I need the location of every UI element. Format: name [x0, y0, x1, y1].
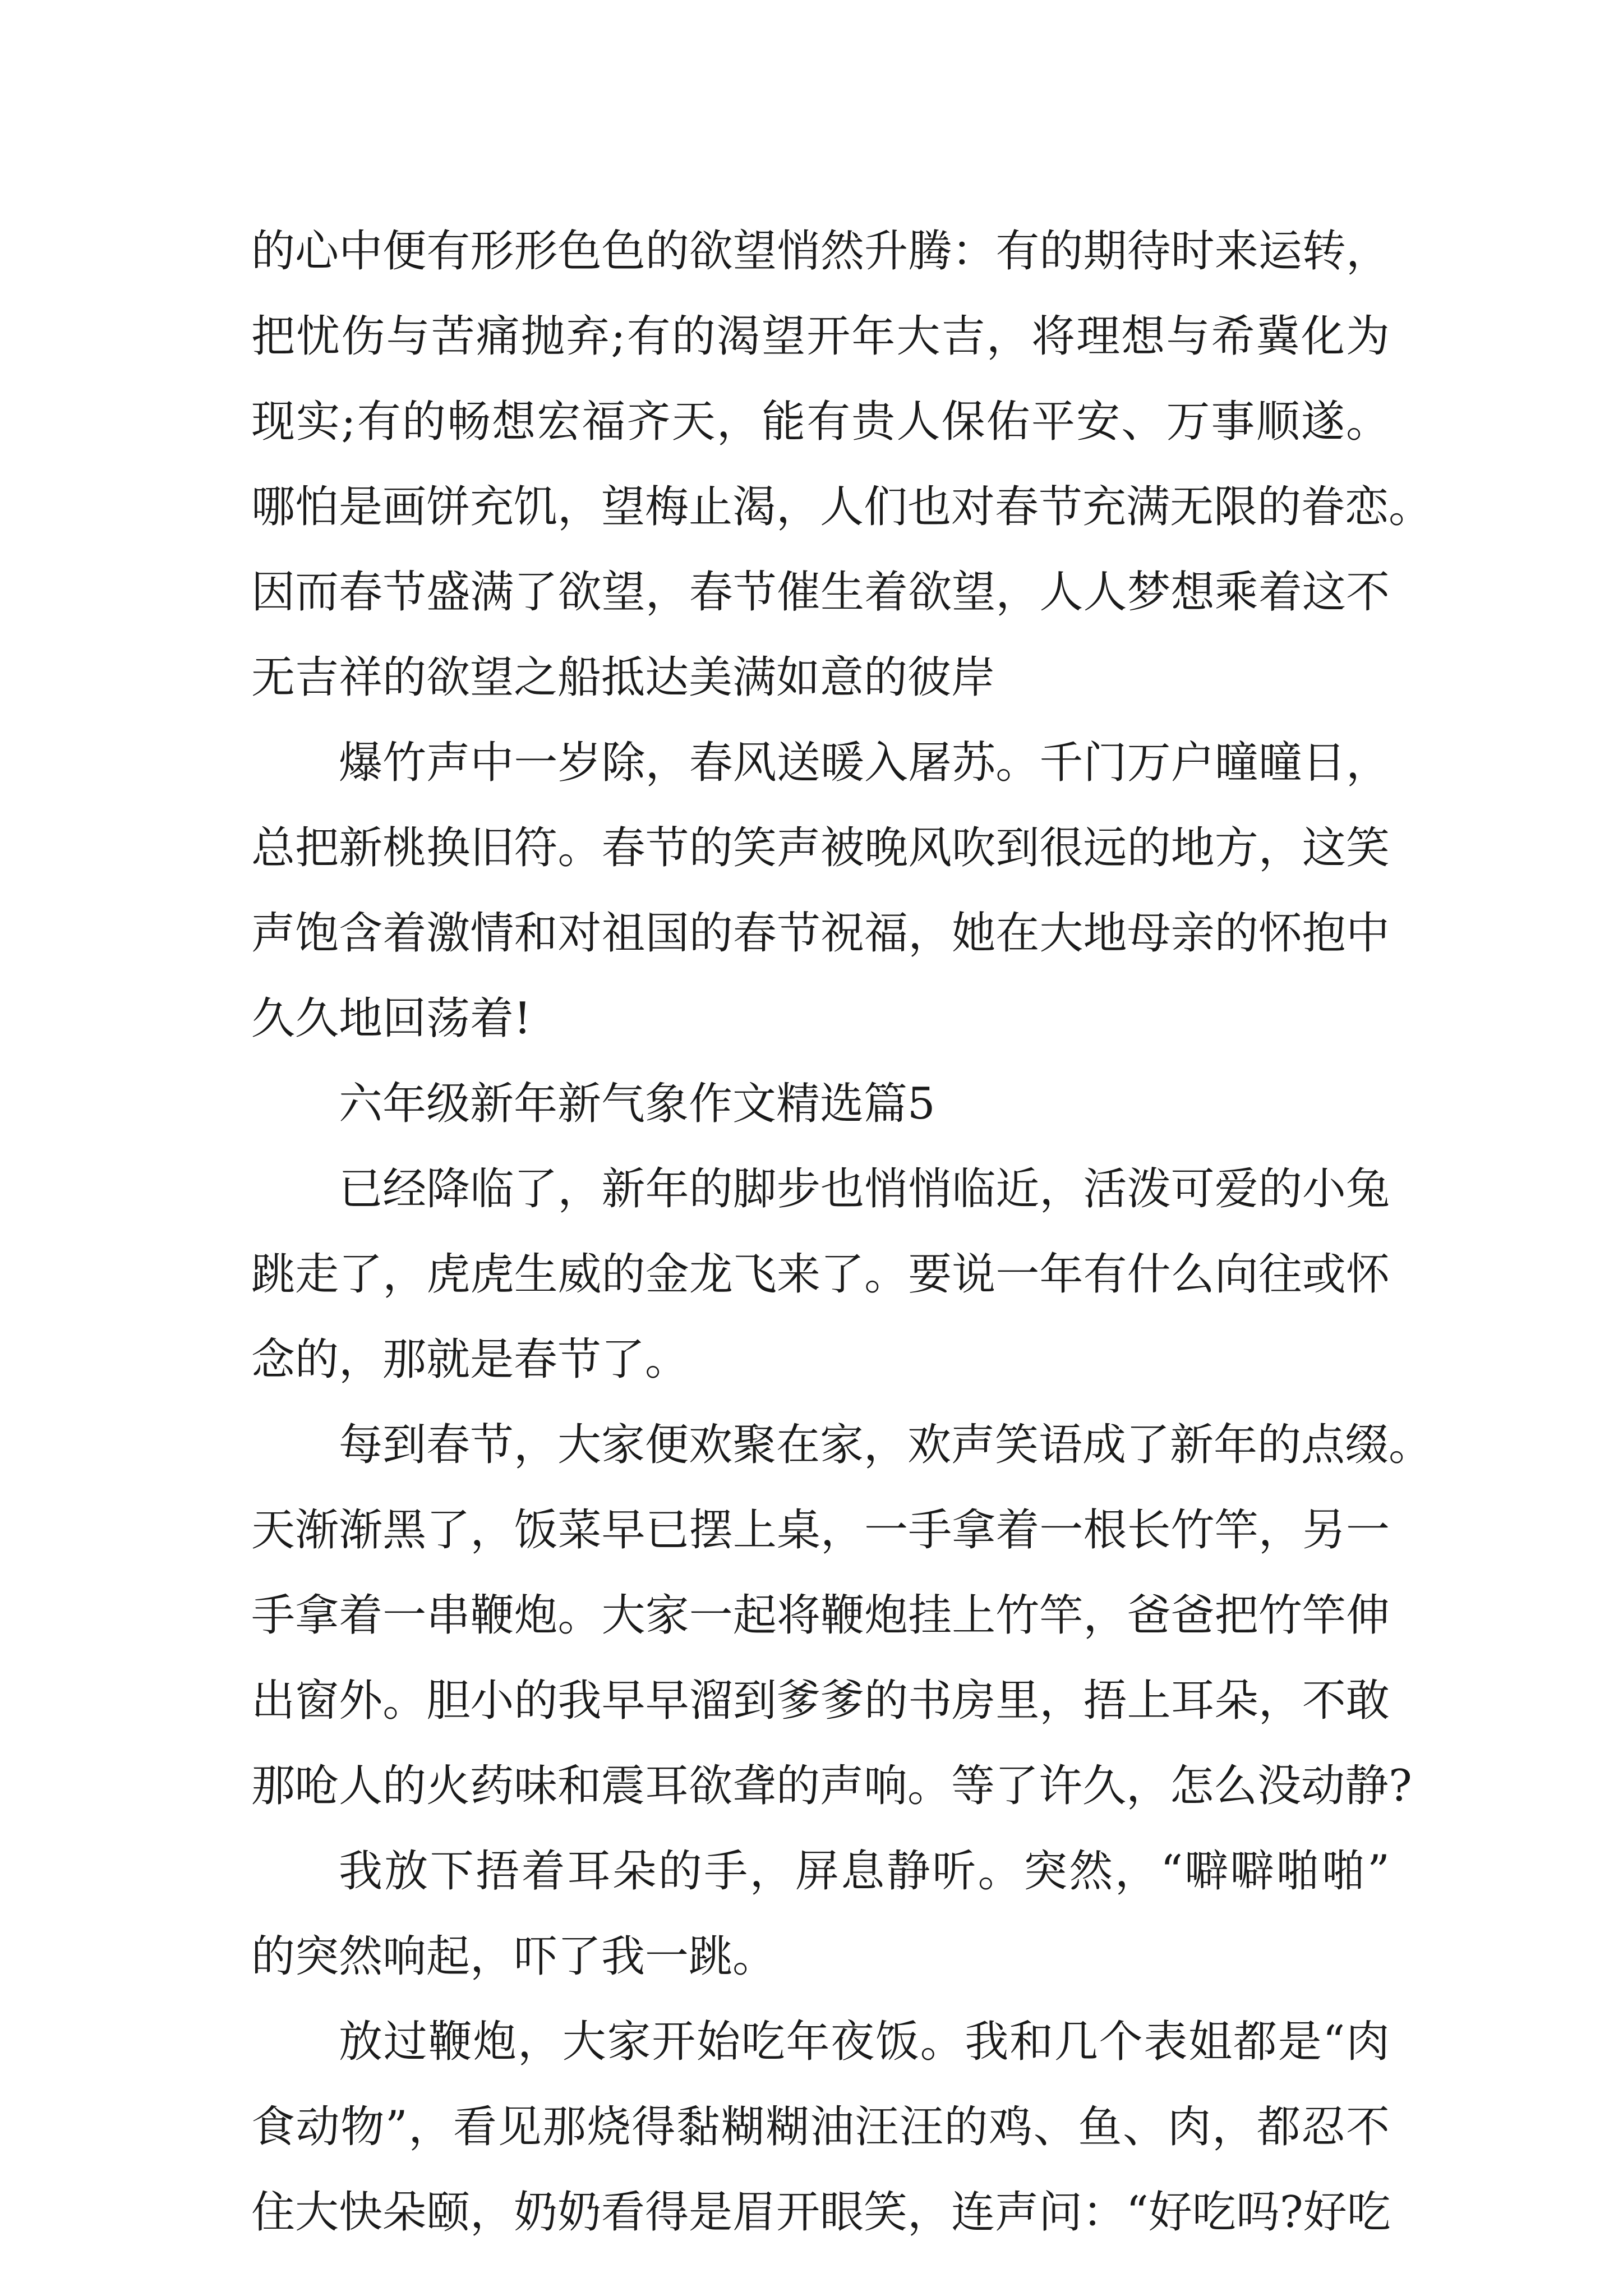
text-line: 声饱含着激情和对祖国的春节祝福，她在大地母亲的怀抱中 — [251, 908, 1390, 959]
text-line: 念的，那就是春节了。 — [251, 1335, 689, 1385]
body-text — [251, 209, 1433, 2255]
text-line: 的突然响起，吓了我一跳。 — [251, 1931, 777, 1982]
text-line: 把忧伤与苦痛抛弃;有的渴望开年大吉，将理想与希冀化为 — [251, 311, 1390, 362]
text-line: 现实;有的畅想宏福齐天，能有贵人保佑平安、万事顺遂。 — [251, 397, 1390, 447]
text-line: 那呛人的火药味和震耳欲聋的声响。等了许久，怎么没动静? — [251, 1761, 1412, 1811]
text-line: 跳走了，虎虎生威的金龙飞来了。要说一年有什么向往或怀 — [251, 1249, 1390, 1300]
text-line: 食动物”，看见那烧得黏糊糊油汪汪的鸡、鱼、肉，都忍不 — [251, 2102, 1390, 2152]
text-line: 总把新桃换旧符。春节的笑声被晚风吹到很远的地方，这笑 — [251, 823, 1390, 873]
text-line: 我放下捂着耳朵的手，屏息静听。突然，“噼噼啪啪” — [339, 1846, 1390, 1897]
text-line: 住大快朵颐，奶奶看得是眉开眼笑，连声问：“好吃吗?好吃 — [251, 2187, 1391, 2238]
text-line: 出窗外。胆小的我早早溜到爹爹的书房里，捂上耳朵，不敢 — [251, 1676, 1390, 1726]
text-line: 每到春节，大家便欢聚在家，欢声笑语成了新年的点缀。 — [339, 1420, 1433, 1470]
text-line: 爆竹声中一岁除，春风送暖入屠苏。千门万户曈曈日， — [339, 738, 1390, 788]
text-line: 无吉祥的欲望之船抵达美满如意的彼岸 — [251, 652, 995, 703]
section-heading: 六年级新年新气象作文精选篇5 — [339, 1079, 935, 1129]
text-line: 哪怕是画饼充饥，望梅止渴，人们也对春节充满无限的眷恋。 — [251, 482, 1433, 532]
text-line: 手拿着一串鞭炮。大家一起将鞭炮挂上竹竿，爸爸把竹竿伸 — [251, 1590, 1390, 1641]
text-line: 天渐渐黑了，饭菜早已摆上桌，一手拿着一根长竹竿，另一 — [251, 1505, 1390, 1556]
text-line: 的心中便有形形色色的欲望悄然升腾：有的期待时来运转， — [251, 226, 1390, 277]
text-line: 已经降临了，新年的脚步也悄悄临近，活泼可爱的小兔 — [339, 1164, 1390, 1214]
text-line: 久久地回荡着! — [251, 993, 532, 1044]
text-line: 放过鞭炮，大家开始吃年夜饭。我和几个表姐都是“肉 — [339, 2017, 1390, 2067]
text-line: 因而春节盛满了欲望，春节催生着欲望，人人梦想乘着这不 — [251, 567, 1390, 618]
